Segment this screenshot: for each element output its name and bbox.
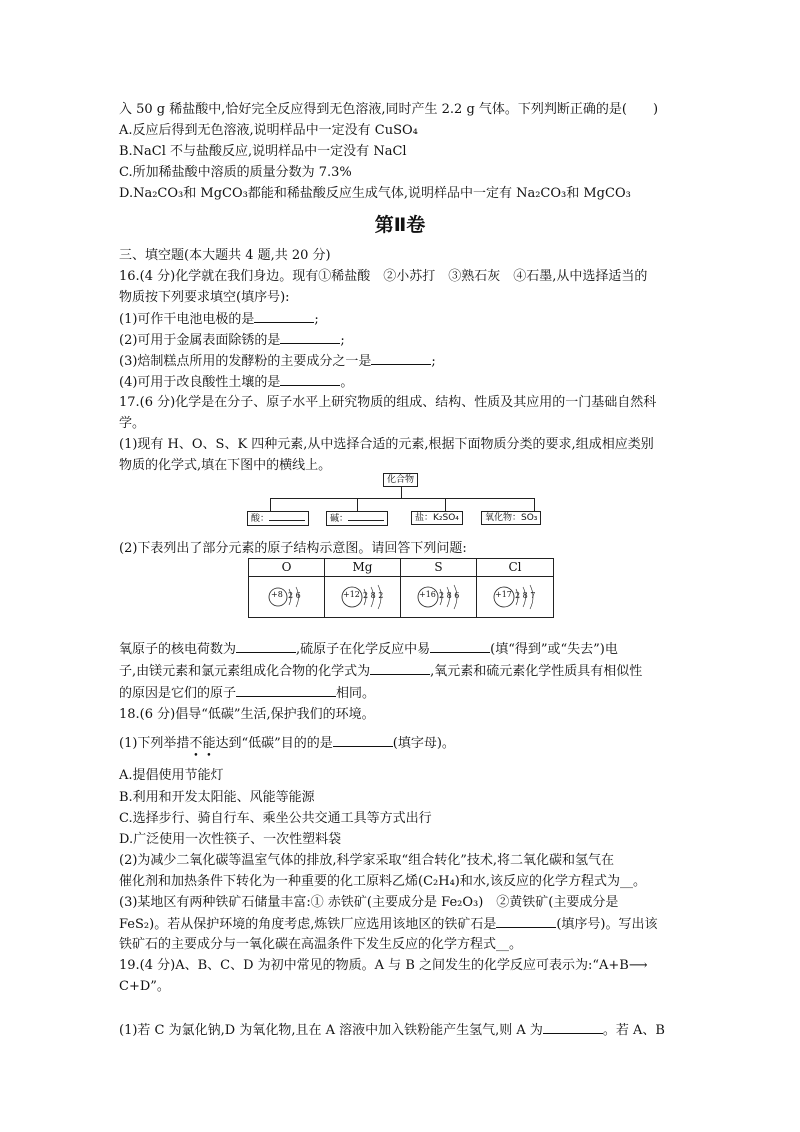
q17-text: 相同。 [336,686,376,701]
q16-p3-text: (3)焙制糕点所用的发酵粉的主要成分之一是 [119,354,372,369]
q16-p2-text: (2)可用于金属表面除锈的是 [119,333,281,348]
q15-option-d: D.Na₂CO₃和 MgCO₃都能和稀盐酸反应生成气体,说明样品中一定有 Na₂CO₃和 MgCO₃ [119,186,631,201]
answer-blank[interactable] [280,331,340,344]
q18-text: (1)下列举措 [119,736,190,751]
answer-blank[interactable] [254,310,314,323]
electron-shells: 2 8 7 [515,591,536,600]
atom-diagram-mg [325,577,400,617]
q17-text: 子,由镁元素和氯元素组成化合物的化学式为 [119,664,371,679]
q17-text: ,硫原子在化学反应中易 [296,642,431,657]
q17-after-line1 [119,640,618,659]
q16-p4-text: (4)可用于改良酸性土壤的是 [119,375,281,390]
q16-p4-punct: 。 [340,375,354,390]
q18-p1 [119,734,455,753]
compound-classification-diagram [247,473,555,529]
q17-text: (填“得到”或“失去”)电 [490,642,618,657]
q17-stem-2: 学。 [119,416,146,431]
q15-option-c: C.所加稀盐酸中溶质的质量分数为 7.3% [119,165,352,180]
section-title: 第Ⅱ卷 [374,214,426,236]
emphasis-dot-char: 能 [202,736,216,751]
atomic-structure-table [248,558,554,618]
q18-option-a: A.提倡使用节能灯 [119,768,224,783]
q16-stem-1: 16.(4 分)化学就在我们身边。现有①稀盐酸 ②小苏打 ③熟石灰 ④石墨,从中选择适当的 [119,269,648,284]
q16-p1-punct: ; [314,312,319,327]
q16-p3-punct: ; [431,354,436,369]
atom-symbol: Mg [325,559,400,577]
q17-after-line2 [119,662,642,681]
q15-option-b: B.NaCl 不与盐酸反应,说明样品中一定没有 NaCl [119,144,407,159]
diagram-connector [357,498,358,511]
answer-blank[interactable] [280,373,340,386]
answer-blank[interactable] [348,512,384,521]
answer-blank[interactable] [496,915,556,928]
diagram-connector [445,498,446,511]
q17-p1-line1: (1)现有 H、O、S、K 四种元素,从中选择合适的元素,根据下面物质分类的要求,组成相应类别 [119,437,654,452]
q18-p3-line2 [119,915,657,934]
part3-heading: 三、填空题(本大题共 4 题,共 20 分) [119,248,331,263]
q19-text: 。若 A、B [602,1023,665,1038]
q18-text: (填序号)。写出该 [556,917,658,932]
q17-p1-line2: 物质的化学式,填在下图中的横线上。 [119,458,332,473]
q18-text: 达到“低碳”目的的是 [215,736,333,751]
q18-option-b: B.利用和开发太阳能、风能等能源 [119,790,315,805]
diagram-connector [270,498,271,511]
answer-blank[interactable] [236,684,336,697]
electron-shells: 2 8 2 [363,591,384,600]
answer-blank[interactable] [371,352,431,365]
atom-symbol: O [249,559,324,577]
q19-p1 [119,1021,665,1040]
answer-blank[interactable] [269,512,305,521]
answer-blank[interactable] [236,640,296,653]
q17-text: ,氧元素和硫元素化学性质具有相似性 [430,664,643,679]
answer-blank[interactable] [370,662,430,675]
q17-text: 的原因是它们的原子 [119,686,237,701]
atom-diagram-cl [477,577,553,617]
electron-shells: 2 8 6 [439,591,460,600]
nucleus-charge: +16 [419,590,436,599]
diagram-root-compound: 化合物 [383,473,418,487]
diagram-base-label: 碱： [330,514,349,524]
electron-shells: 2 6 [288,591,301,600]
q16-p2-punct: ; [340,333,345,348]
diagram-salt-box: 盐：K₂SO₄ [411,511,463,525]
atom-column-o [249,559,325,617]
q16-part-3 [119,352,436,371]
nucleus-charge: +12 [343,590,360,599]
atom-column-cl [477,559,553,617]
q15-stem: 入 50 g 稀盐酸中,恰好完全反应得到无色溶液,同时产生 2.2 g 气体。下列判断正确的是( ) [119,102,659,117]
q18-stem: 18.(6 分)倡导“低碳”生活,保护我们的环境。 [119,707,375,722]
q18-p3-line1: (3)某地区有两种铁矿石储量丰富:① 赤铁矿(主要成分是 Fe₂O₃) ②黄铁矿(主要成分是 [119,895,619,910]
atom-diagram-s [401,577,476,617]
nucleus-charge: +17 [495,590,512,599]
diagram-connector [534,498,535,511]
q19-text: (1)若 C 为氯化钠,D 为氧化物,且在 A 溶液中加入铁粉能产生氢气,则 A 为 [119,1023,543,1038]
q18-p2-line1: (2)为减少二氧化碳等温室气体的排放,科学家采取“组合转化”技术,将二氧化碳和氢气在 [119,853,614,868]
diagram-connector [401,486,402,498]
q18-text: (填字母)。 [392,736,455,751]
q17-stem-1: 17.(6 分)化学是在分子、原子水平上研究物质的组成、结构、性质及其应用的一门基础自然科 [119,395,657,410]
atom-diagram-o [249,577,324,617]
atom-symbol: S [401,559,476,577]
q18-option-d: D.广泛使用一次性筷子、一次性塑料袋 [119,832,342,847]
q17-p2: (2)下表列出了部分元素的原子结构示意图。请回答下列问题: [119,541,467,556]
diagram-oxide-box: 氧化物：SO₃ [481,511,541,525]
q19-stem-2: C+D”。 [119,979,170,994]
diagram-acid-box [247,511,309,526]
atom-column-s [401,559,477,617]
q18-option-c: C.选择步行、骑自行车、乘坐公共交通工具等方式出行 [119,811,432,826]
q16-p1-text: (1)可作干电池电极的是 [119,312,255,327]
q17-after-line3 [119,684,375,703]
answer-blank[interactable] [333,734,393,747]
q17-text: 氧原子的核电荷数为 [119,642,237,657]
atom-column-mg [325,559,401,617]
q16-part-4 [119,373,353,392]
answer-blank[interactable] [543,1021,603,1034]
atom-symbol: Cl [477,559,553,577]
diagram-connector [270,498,534,499]
q18-text: FeS₂)。若从保护环境的角度考虑,炼铁厂应选用该地区的铁矿石是 [119,917,497,932]
q19-stem-1: 19.(4 分)A、B、C、D 为初中常见的物质。A 与 B 之间发生的化学反应可表示为:“A+B⟶ [119,958,648,973]
q16-stem-2: 物质按下列要求填空(填序号): [119,290,290,305]
q15-option-a: A.反应后得到无色溶液,说明样品中一定没有 CuSO₄ [119,123,418,138]
diagram-acid-label: 酸： [251,514,270,524]
q18-p3-line3: 铁矿石的主要成分与一氧化碳在高温条件下发生反应的化学方程式__。 [119,937,523,952]
nucleus-charge: +8 [271,590,283,599]
q16-part-1 [119,310,319,329]
emphasis-dot-char: 不 [189,736,203,751]
q16-part-2 [119,331,345,350]
q18-p2-line2: 催化剂和加热条件下转化为一种重要的化工原料乙烯(C₂H₄)和水,该反应的化学方程式为__。 [119,874,646,889]
answer-blank[interactable] [430,640,490,653]
diagram-base-box [326,511,388,526]
